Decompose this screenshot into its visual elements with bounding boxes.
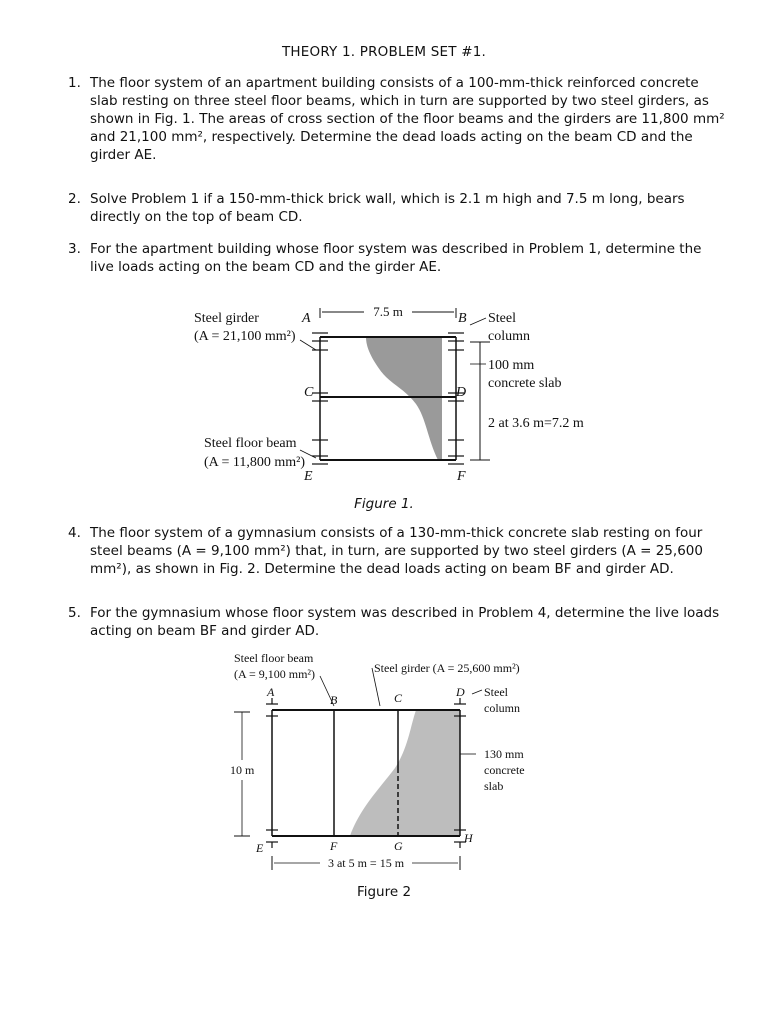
point-G: G [394, 839, 403, 853]
point-E: E [304, 469, 313, 484]
problem-text: The floor system of an apartment building consists of a 100-mm-thick reinforced concrete slab resting on three steel floor beams, which in turn are supported by two steel girders, as shown in Fig. 1. The areas of cross section of the floor beams and the girders are 11,800 mm² and 21,100 mm², respectively. Determine the dead loads acting on the beam CD and the girder AE. [90, 75, 725, 163]
spacing-label: 2 at 3.6 m=7.2 m [488, 416, 584, 431]
slab-label-1: 130 mm [484, 747, 524, 761]
figure-1-caption: Figure 1. [354, 496, 414, 512]
beam-area: (A = 11,800 mm²) [204, 455, 306, 470]
problem-text: For the gymnasium whose floor system was described in Problem 4, determine the live loads acting on beam BF and girder AD. [90, 605, 720, 639]
column-label-2: column [484, 701, 520, 715]
problem-4 [68, 524, 728, 578]
problem-number: 5. [68, 605, 81, 621]
figure-1 [180, 300, 600, 490]
beam-label: Steel floor beam [204, 436, 297, 451]
problem-number: 1. [68, 75, 81, 91]
height-label: 10 m [230, 763, 255, 777]
slab-label-1: 100 mm [488, 358, 535, 373]
beam-area: (A = 9,100 mm²) [234, 667, 316, 681]
slab-shading [350, 710, 460, 836]
spacing-label: 3 at 5 m = 15 m [327, 856, 405, 870]
problem-text: The floor system of a gymnasium consists of a 130-mm-thick concrete slab resting on four steel beams (A = 9,100 mm²) that, in turn, are supported by two steel girders (A = 25,600 mm²), as shown in Fig. 2. Determine the dead loads acting on beam BF and girder AD. [90, 525, 703, 577]
problem-number: 3. [68, 241, 81, 257]
figure-2 [220, 648, 560, 874]
point-D: D [456, 385, 467, 400]
point-A: A [302, 311, 311, 326]
span-label: 7.5 m [373, 304, 403, 319]
problem-2 [68, 190, 728, 226]
point-H: H [464, 831, 473, 845]
slab-shading [366, 337, 442, 460]
point-F: F [457, 469, 466, 484]
point-A: A [267, 685, 275, 699]
point-C: C [304, 385, 314, 400]
problem-text: For the apartment building whose floor system was described in Problem 1, determine the live loads acting on the beam CD and the girder AE. [90, 241, 702, 275]
point-E: E [256, 841, 264, 855]
girder-label: Steel girder (A = 25,600 mm²) [374, 661, 520, 675]
column-label-1: Steel [488, 311, 516, 326]
slab-label-2: concrete slab [488, 376, 562, 391]
point-B: B [458, 311, 467, 326]
girder-label: Steel girder [194, 311, 259, 326]
problem-3 [68, 240, 728, 276]
point-C: C [394, 691, 403, 705]
problem-number: 4. [68, 525, 81, 541]
page-title: THEORY 1. PROBLEM SET #1. [281, 44, 486, 60]
slab-label-2: concrete [484, 763, 525, 777]
point-B: B [330, 693, 338, 707]
column-label-2: column [488, 329, 530, 344]
beam-label: Steel floor beam [234, 651, 314, 665]
girder-area: (A = 21,100 mm²) [194, 329, 296, 344]
problem-5 [68, 604, 728, 640]
figure-2-caption: Figure 2 [356, 884, 412, 900]
point-F: F [330, 839, 338, 853]
column-label-1: Steel [484, 685, 508, 699]
problem-1 [68, 74, 728, 164]
problem-text: Solve Problem 1 if a 150-mm-thick brick wall, which is 2.1 m high and 7.5 m long, bears directly on the top of beam CD. [90, 191, 685, 225]
problem-number: 2. [68, 191, 81, 207]
point-D: D [456, 685, 465, 699]
slab-label-3: slab [484, 779, 504, 793]
